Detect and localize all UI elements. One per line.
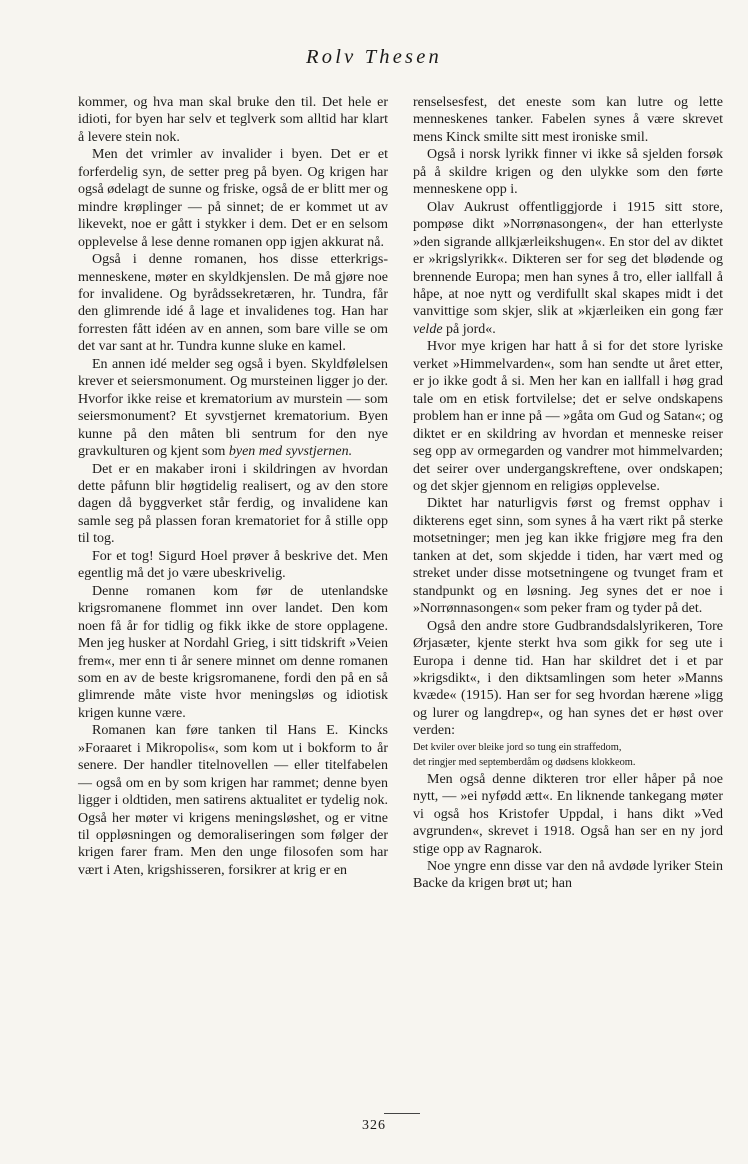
- page-number: 326: [362, 1118, 386, 1133]
- verse-line: det ringjer med septemberdåm og dødsens klokkeom.: [413, 757, 636, 769]
- paragraph: Noe yngre enn disse var den nå avdøde lyriker Stein Backe da krigen brøt ut; han: [413, 859, 723, 892]
- paragraph: kommer, og hva man skal bruke den til. Det hele er idioti, for byen har selv et teglverk som alltid har klart å levere stein nok.: [78, 95, 388, 145]
- paragraph: Romanen kan føre tanken til Hans E. Kincks »Foraaret i Mikropolis«, som kom ut i bokform to år senere. Der handler titelnovellen — eller titelfabelen — også om en by som krigen har rammet; denne byen ligger i oldtiden, men satirens aktualitet er tydelig nok. Også her møter vi krigens meningsløshet, og er vitne til oppløsningen og demoraliseringen som følger der krigen farer fram. Men den unge filosofen som har vært i Aten, krigshisseren, forsikrer at krig er en: [78, 723, 388, 878]
- paragraph: Denne romanen kom før de utenlandske krigsromanene flommet inn over landet. Den kom noen få år for tidlig og fikk ikke de store opplagene. Men jeg husker at Nordahl Grieg, i sitt tidskrift »Veien frem«, mer enn ti år senere minnet om denne romanen som en av de beste krigsromanene, fordi den på en så glimrende måte viste hvor meningsløs og idiotisk krigen kunne være.: [78, 583, 388, 721]
- paragraph: Men det vrimler av invalider i byen. Det er et forferdelig syn, de setter preg på byen. Og krigen har også ødelagt de sunne og friske, også de er blitt mer og mindre krøplinger — på sinnet; de er kommet ut av likevekt, noe er gått i stykker i dem. Det er en selsom opplevelse å lese denne romanen opp igjen akkurat nå.: [78, 147, 388, 250]
- verse-quote: [413, 740, 723, 771]
- paragraph: Også i norsk lyrikk finner vi ikke så sjelden forsøk på å skildre krigen og den ulykke som den førte menneskene opp i.: [413, 147, 723, 198]
- paragraph: Også den andre store Gudbrandsdalslyrikeren, Tore Ørjasæter, kjente sterkt hva som gikk for seg ute i Europa i denne tid. Han har skildret det i et par »krigsdikt«, i den diktsamlingen som heter »Manns kvæde« (1915). Han ser for seg hvordan hærene »ligg og lurer og langdrep«, og han synes det er høst over verden:: [413, 618, 723, 739]
- italic-word: velde: [413, 321, 443, 337]
- paragraph-text: på jord«.: [446, 321, 496, 337]
- right-column: [413, 94, 723, 893]
- footer-rule: [384, 1113, 420, 1114]
- paragraph: Hvor mye krigen har hatt å si for det store lyriske verket »Himmelvarden«, som han sendte ut året etter, er jo ikke godt å si. Men her kan en iallfall i høg grad tale om en etisk fortvilelse; det er selve ondskapens problem han er inne på — »gåta om Gud og Satan«; og diktet er en skildring av hvordan et menneske reiser seg opp av ormegarden og vandrer mot himmelvarden; det seirer over undergangskreftene, over ondskapen; og det skjer gjennom en religiøs opplevelse.: [413, 339, 723, 494]
- paragraph: Diktet har naturligvis først og fremst opphav i dikterens eget sinn, som synes å ha vært rikt på sterke motsetninger; men jeg kan ikke frigjøre meg fra den tanken at det, som skjedde i tiden, har vært med og streket under disse motsetningene og tvunget fram et standpunkt og en løsning. Jeg synes det er noe i »Norrønnasongen« som peker fram og tyder på det.: [413, 496, 723, 617]
- left-column: [78, 94, 388, 879]
- paragraph-text: Olav Aukrust offentliggjorde i 1915 sitt store, pompøse dikt »Norrønasongen«, der han etterlyste »den sigrande allkjærleikshugen«. En stor del av diktet er »krigslyrikk«. Dikteren ser for seg det blødende og brennende Europa; men han synes å tro, eller iallfall å håpe, at noe nytt og verdifullt skal skapes midt i det vanvittige som skjer, slik at »kjærleiken ein gong fær: [413, 199, 723, 320]
- running-header: Rolv Thesen: [306, 46, 442, 68]
- verse-line: Det kviler over bleike jord so tung ein straffedom,: [413, 741, 622, 753]
- paragraph: Også i denne romanen, hos disse etterkrigsmenneskene, møter en skyldkjenslen. De må gjøre noe for invalidene. Og byrådssekretæren, hr. Tundra, får den glimrende idé å lage et invalidenes tog. Han har forresten fått idéen av en annen, som bare ville se om det var sant at hr. Tundra kunne sluke en kamel.: [78, 252, 388, 355]
- italic-phrase: byen med syvstjernen.: [228, 444, 353, 460]
- paragraph: [78, 356, 388, 461]
- paragraph: renselsesfest, det eneste som kan lutre og lette menneskenes tanker. Fabelen synes å være skrevet mens Kinck smilte sitt mest ironiske smil.: [413, 95, 723, 145]
- paragraph: For et tog! Sigurd Hoel prøver å beskrive det. Men egentlig må det jo være ubeskrivelig.: [78, 548, 388, 582]
- paragraph: Men også denne dikteren tror eller håper på noe nytt, — »ei nyfødd ætt«. En liknende tankegang møter vi også hos Kristofer Uppdal, i hans dikt »Ved avgrunden«, skrevet i 1918. Også han ser en ny jord stige opp av Ragnarok.: [413, 771, 723, 857]
- paragraph: Det er en makaber ironi i skildringen av hvordan dette påfunn blir høgtidelig realisert, og av den store dagen då byggverket står ferdig, og invalidene kan samle seg på plassen foran krematoriet for å stille opp til tog.: [78, 461, 388, 547]
- paragraph: [413, 199, 723, 339]
- paragraph-text: En annen idé melder seg også i byen. Skyldfølelsen krever et seiersmonument. Og mursteinen ligger jo der. Hvorfor ikke reise et krematorium av murstein — som seiersmonument? Et syvstjernet krematorium. Byen kunne på den måten bli sentrum for den nye gravkulturen og kjent som: [78, 356, 388, 460]
